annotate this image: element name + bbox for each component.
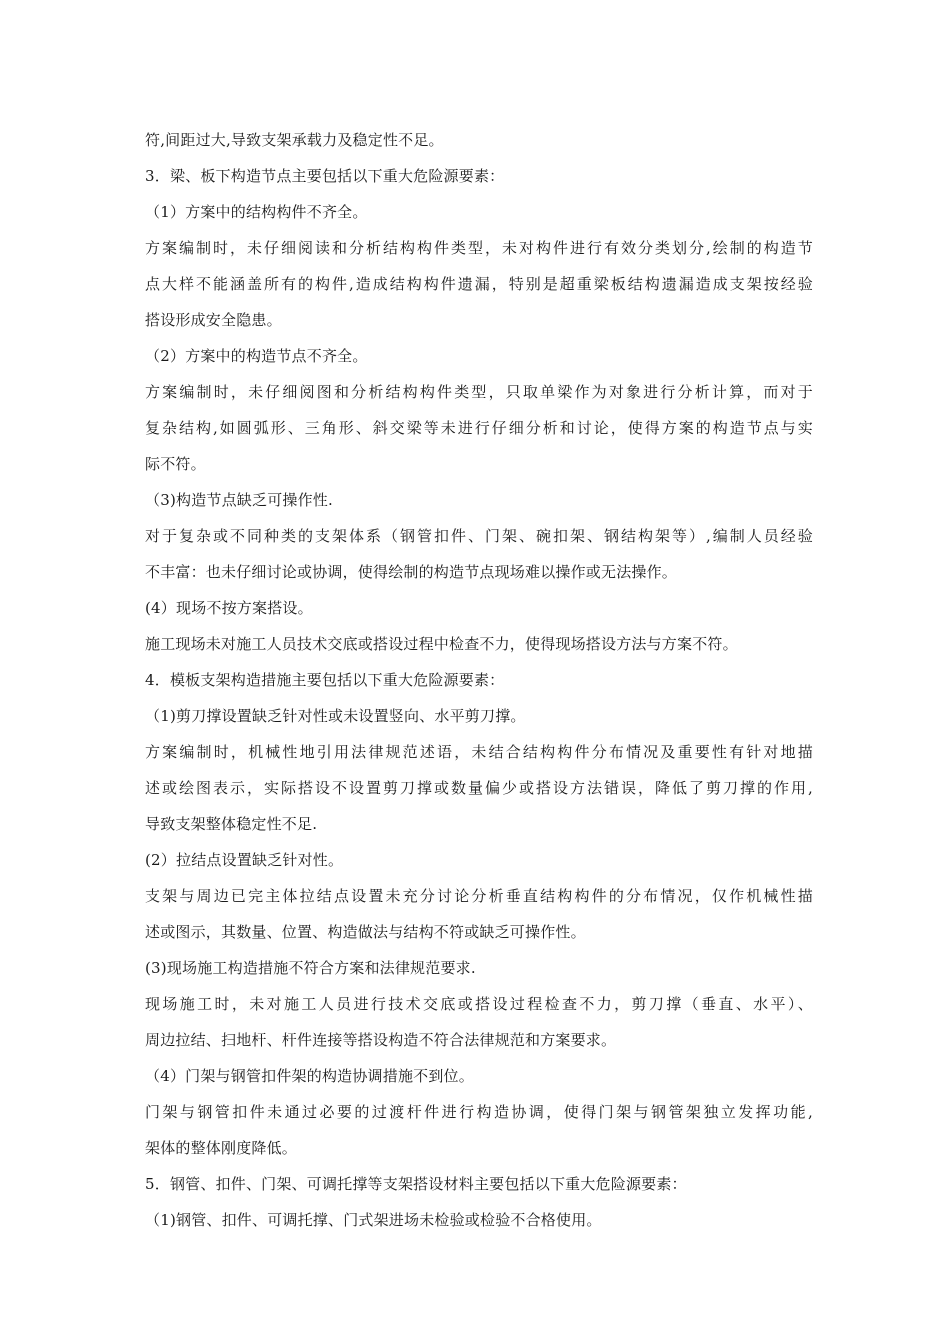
text-line: 3．梁、板下构造节点主要包括以下重大危险源要素： [145, 167, 505, 185]
text-line: 复杂结构,如圆弧形、三角形、斜交梁等未进行仔细分析和讨论，使得方案的构造节点与实 [145, 419, 813, 437]
text-line: 符,间距过大,导致支架承载力及稳定性不足。 [145, 131, 444, 149]
text-line: 际不符。 [145, 455, 206, 473]
text-line: （4）门架与钢管扣件架的构造协调措施不到位。 [145, 1067, 474, 1085]
text-line: 架体的整体刚度降低。 [145, 1139, 298, 1157]
text-line: 对于复杂或不同种类的支架体系（钢管扣件、门架、碗扣架、钢结构架等）,编制人员经验 [145, 527, 813, 545]
text-line: (3)现场施工构造措施不符合方案和法律规范要求. [145, 959, 476, 977]
text-line: 5．钢管、扣件、门架、可调托撑等支架搭设材料主要包括以下重大危险源要素： [145, 1175, 687, 1193]
text-line: （1)剪刀撑设置缺乏针对性或未设置竖向、水平剪刀撑。 [145, 707, 526, 725]
text-line: 搭设形成安全隐患。 [145, 311, 282, 329]
text-line: 支架与周边已完主体拉结点设置未充分讨论分析垂直结构构件的分布情况，仅作机械性描 [145, 887, 813, 905]
text-line: 导致支架整体稳定性不足. [145, 815, 318, 833]
text-line: （1)钢管、扣件、可调托撑、门式架进场未检验或检验不合格使用。 [145, 1211, 602, 1229]
text-line: 方案编制时，未仔细阅读和分析结构构件类型，未对构件进行有效分类划分,绘制的构造节 [145, 239, 813, 257]
text-line: (2）拉结点设置缺乏针对性。 [145, 851, 344, 869]
text-line: （1）方案中的结构构件不齐全。 [145, 203, 368, 221]
text-line: 周边拉结、扫地杆、杆件连接等搭设构造不符合法律规范和方案要求。 [145, 1031, 617, 1049]
text-line: 现场施工时，未对施工人员进行技术交底或搭设过程检查不力，剪刀撑（垂直、水平）、 [145, 995, 813, 1013]
text-line: 施工现场未对施工人员技术交底或搭设过程中检查不力，使得现场搭设方法与方案不符。 [145, 635, 738, 653]
text-line: 点大样不能涵盖所有的构件,造成结构构件遗漏，特别是超重梁板结构遗漏造成支架按经验 [145, 275, 813, 293]
text-line: （3)构造节点缺乏可操作性. [145, 491, 333, 509]
text-line: 4．模板支架构造措施主要包括以下重大危险源要素： [145, 671, 505, 689]
text-line: （2）方案中的构造节点不齐全。 [145, 347, 368, 365]
text-line: (4）现场不按方案搭设。 [145, 599, 313, 617]
text-line: 门架与钢管扣件未通过必要的过渡杆件进行构造协调，使得门架与钢管架独立发挥功能, [145, 1103, 813, 1121]
text-line: 方案编制时，机械性地引用法律规范述语，未结合结构构件分布情况及重要性有针对地描 [145, 743, 813, 761]
document-body [145, 122, 813, 1238]
text-line: 述或绘图表示，实际搭设不设置剪刀撑或数量偏少或搭设方法错误，降低了剪刀撑的作用, [145, 779, 813, 797]
text-line: 方案编制时，未仔细阅图和分析结构构件类型，只取单梁作为对象进行分析计算，而对于 [145, 383, 813, 401]
text-line: 不丰富：也未仔细讨论或协调，使得绘制的构造节点现场难以操作或无法操作。 [145, 563, 678, 581]
text-line: 述或图示，其数量、位置、构造做法与结构不符或缺乏可操作性。 [145, 923, 586, 941]
